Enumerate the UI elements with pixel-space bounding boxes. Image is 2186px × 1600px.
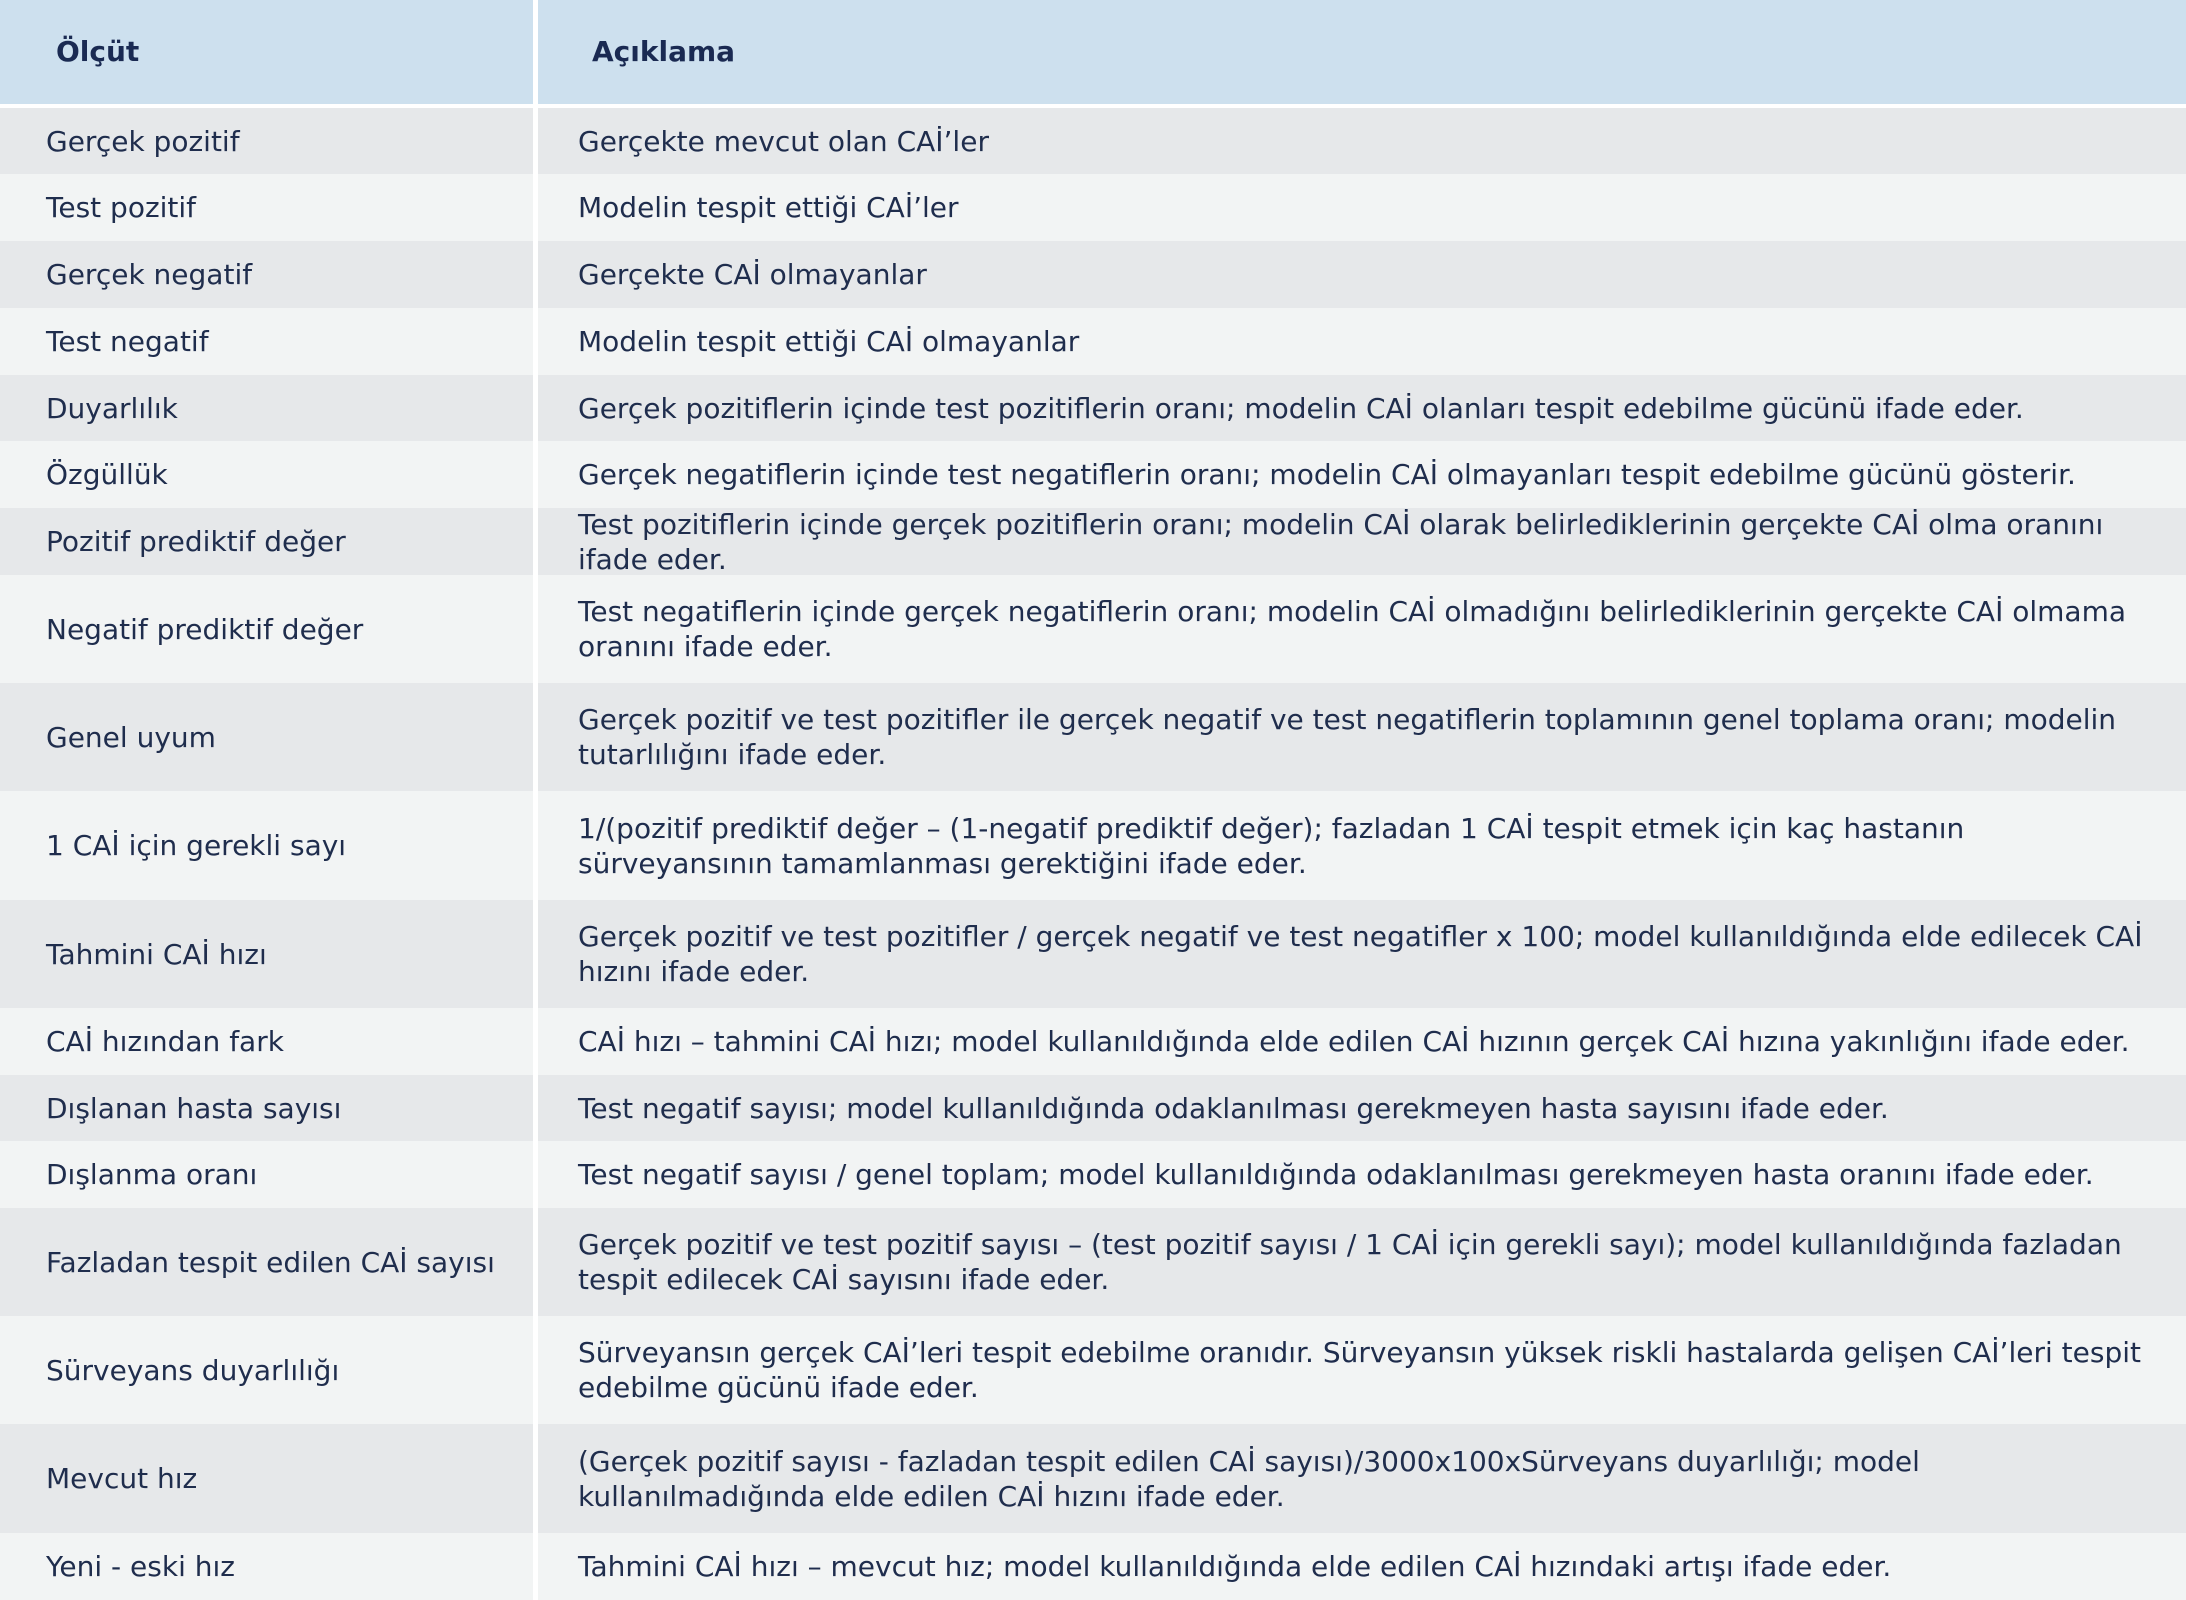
table-header xyxy=(0,0,2186,104)
metric-cell: Gerçek negatif xyxy=(46,258,253,291)
metric-cell: Dışlanma oranı xyxy=(46,1158,258,1191)
description-cell: CAİ hızı – tahmini CAİ hızı; model kullanıldığında elde edilen CAİ hızının gerçek CAİ hızına yakınlığını ifade eder. xyxy=(578,1025,2130,1058)
description-cell: Tahmini CAİ hızı – mevcut hız; model kullanıldığında elde edilen CAİ hızındaki artışı ifade eder. xyxy=(578,1550,1892,1583)
table-row xyxy=(0,1008,2186,1075)
description-cell: Test negatif sayısı; model kullanıldığında odaklanılması gerekmeyen hasta sayısını ifade eder. xyxy=(578,1091,1889,1125)
metric-cell: Genel uyum xyxy=(46,720,216,754)
table-row xyxy=(0,108,2186,174)
metric-cell: Dışlanan hasta sayısı xyxy=(46,1091,342,1125)
table-row xyxy=(0,575,2186,683)
description-cell: 1/(pozitif prediktif değer – (1-negatif prediktif değer); fazladan 1 CAİ tespit etmek için kaç hastanın sürveyansının tamamlanması gerektiğini ifade eder. xyxy=(578,811,1965,880)
table-row xyxy=(0,683,2186,791)
metric-cell: Duyarlılık xyxy=(46,391,178,425)
description-cell: Sürveyansın gerçek CAİ’leri tespit edebilme oranıdır. Sürveyansın yüksek riskli hastalarda gelişen CAİ’leri tespit edebilme gücünü ifade eder. xyxy=(578,1336,2141,1404)
metric-cell: Özgüllük xyxy=(46,458,168,491)
description-cell: Gerçek pozitif ve test pozitif sayısı – (test pozitif sayısı / 1 CAİ için gerekli sayı); model kullanıldığında fazladan tespit edilecek CAİ sayısını ifade eder. xyxy=(578,1228,2122,1296)
description-cell: Gerçekte mevcut olan CAİ’ler xyxy=(578,124,989,158)
metric-cell: Tahmini CAİ hızı xyxy=(46,937,267,971)
description-cell: (Gerçek pozitif sayısı - fazladan tespit edilen CAİ sayısı)/3000x100xSürveyans duyarlılığı; model kullanılmadığında elde edilen CAİ hızını ifade eder. xyxy=(578,1444,1920,1513)
header-metric: Ölçüt xyxy=(56,35,140,68)
description-cell: Test negatiflerin içinde gerçek negatiflerin oranı; modelin CAİ olmadığını belirlediklerinin gerçekte CAİ olmama oranını ifade eder. xyxy=(578,595,2126,663)
description-cell: Gerçek negatiflerin içinde test negatiflerin oranı; modelin CAİ olmayanları tespit edebilme gücünü gösterir. xyxy=(578,458,2076,491)
table-row xyxy=(0,1424,2186,1533)
metric-cell: Yeni - eski hız xyxy=(46,1550,235,1583)
table-row xyxy=(0,308,2186,375)
table-row xyxy=(0,375,2186,441)
metric-cell: CAİ hızından fark xyxy=(46,1025,284,1058)
table-row xyxy=(0,174,2186,241)
table-row xyxy=(0,900,2186,1008)
column-divider xyxy=(533,0,538,1600)
description-cell: Gerçekte CAİ olmayanlar xyxy=(578,258,927,291)
metric-cell: 1 CAİ için gerekli sayı xyxy=(46,829,347,862)
table-row xyxy=(0,1533,2186,1600)
description-cell: Test pozitiflerin içinde gerçek pozitiflerin oranı; modelin CAİ olarak belirlediklerinin gerçekte CAİ olma oranını ifade eder. xyxy=(578,507,2104,576)
metric-cell: Test pozitif xyxy=(46,191,197,224)
metric-cell: Fazladan tespit edilen CAİ sayısı xyxy=(46,1245,495,1279)
metric-cell: Mevcut hız xyxy=(46,1462,198,1495)
metric-cell: Negatif prediktif değer xyxy=(46,612,364,646)
description-cell: Gerçek pozitif ve test pozitifler / gerçek negatif ve test negatifler x 100; model kullanıldığında elde edilecek CAİ hızını ifade eder. xyxy=(578,920,2143,988)
description-cell: Gerçek pozitif ve test pozitifler ile gerçek negatif ve test negatiflerin toplamının genel toplama oranı; modelin tutarlılığını ifade eder. xyxy=(578,703,2117,771)
table-row xyxy=(0,1075,2186,1141)
table-row xyxy=(0,1141,2186,1208)
table-row xyxy=(0,1208,2186,1316)
metric-cell: Pozitif prediktif değer xyxy=(46,525,346,558)
description-cell: Test negatif sayısı / genel toplam; model kullanıldığında odaklanılması gerekmeyen hasta oranını ifade eder. xyxy=(578,1158,2094,1191)
header-description: Açıklama xyxy=(592,35,736,68)
description-cell: Gerçek pozitiflerin içinde test pozitiflerin oranı; modelin CAİ olanları tespit edebilme gücünü ifade eder. xyxy=(578,391,2024,425)
table-row xyxy=(0,1316,2186,1424)
metric-cell: Test negatif xyxy=(46,325,209,358)
table-row xyxy=(0,508,2186,575)
table-row xyxy=(0,791,2186,900)
metric-cell: Sürveyans duyarlılığı xyxy=(46,1353,340,1387)
description-cell: Modelin tespit ettiği CAİ’ler xyxy=(578,191,959,224)
metric-cell: Gerçek pozitif xyxy=(46,124,240,158)
description-cell: Modelin tespit ettiği CAİ olmayanlar xyxy=(578,325,1080,358)
table-row xyxy=(0,241,2186,308)
table-row xyxy=(0,441,2186,508)
